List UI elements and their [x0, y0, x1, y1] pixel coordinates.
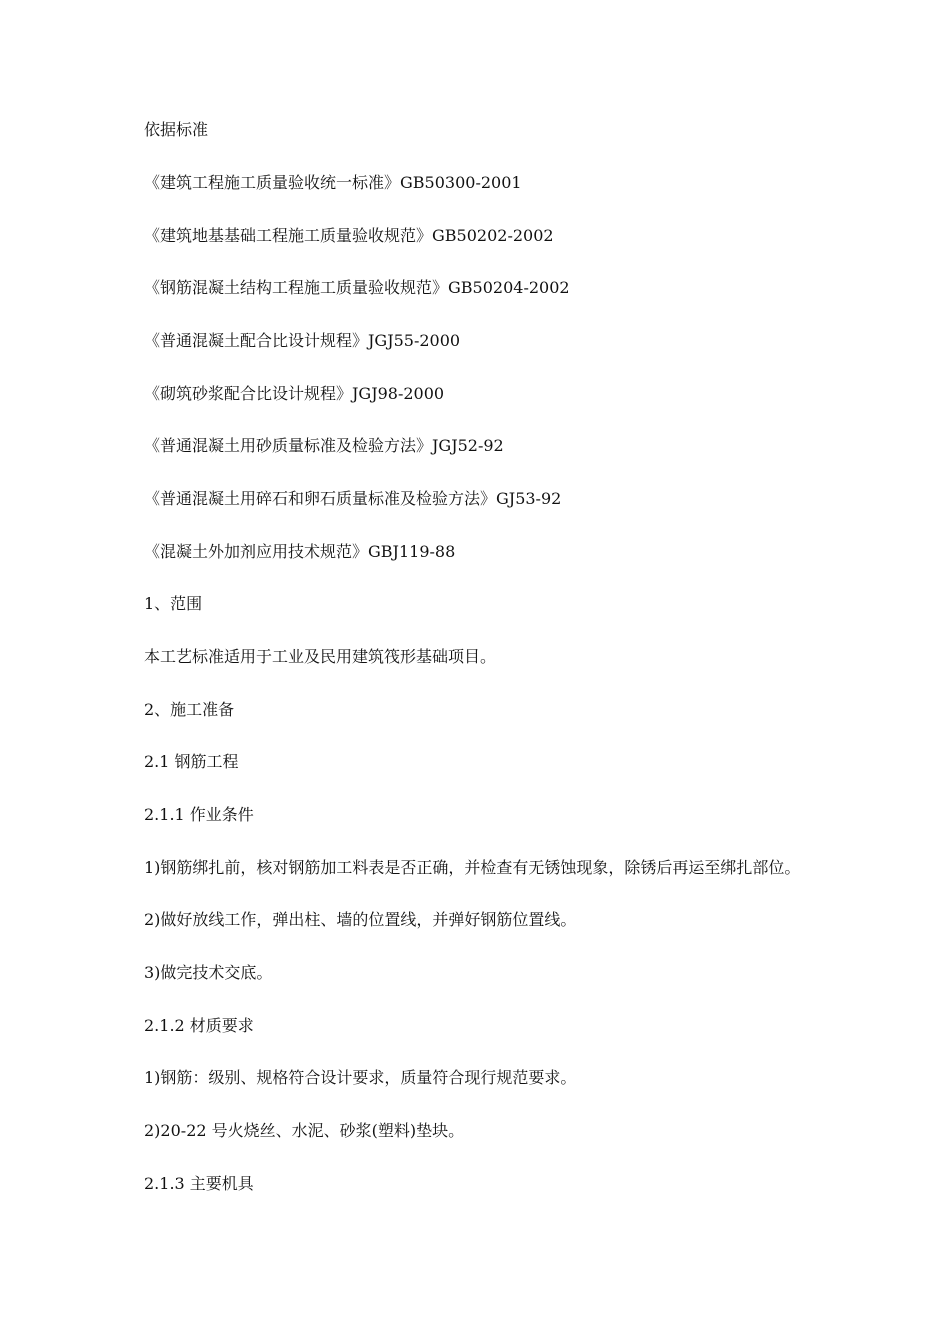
body-paragraph: 本工艺标准适用于工业及民用建筑筏形基础项目。: [144, 647, 497, 666]
standard-item: 《建筑地基基础工程施工质量验收规范》GB50202-2002: [144, 226, 554, 245]
standard-item: 《普通混凝土用砂质量标准及检验方法》JGJ52-92: [144, 436, 504, 455]
heading-basis-standards: 依据标准: [144, 120, 209, 139]
section-heading-preparation: 2、施工准备: [144, 700, 235, 719]
standard-item: 《砌筑砂浆配合比设计规程》JGJ98-2000: [144, 384, 445, 403]
standard-item: 《普通混凝土配合比设计规程》JGJ55-2000: [144, 331, 461, 350]
list-item: 2)20-22 号火烧丝、水泥、砂浆(塑料)垫块。: [144, 1121, 465, 1140]
subsection-heading: 2.1.1 作业条件: [144, 805, 254, 824]
standard-item: 《钢筋混凝土结构工程施工质量验收规范》GB50204-2002: [144, 278, 570, 297]
standard-item: 《普通混凝土用碎石和卵石质量标准及检验方法》GJ53-92: [144, 489, 562, 508]
list-item: 3)做完技术交底。: [144, 963, 273, 982]
subsection-heading: 2.1 钢筋工程: [144, 752, 239, 771]
list-item: 1)钢筋绑扎前，核对钢筋加工料表是否正确，并检查有无锈蚀现象，除锈后再运至绑扎部位。: [144, 858, 801, 877]
standard-item: 《混凝土外加剂应用技术规范》GBJ119-88: [144, 542, 456, 561]
list-item: 2)做好放线工作，弹出柱、墙的位置线，并弹好钢筋位置线。: [144, 910, 577, 929]
section-heading-scope: 1、范围: [144, 594, 203, 613]
standard-item: 《建筑工程施工质量验收统一标准》GB50300-2001: [144, 173, 522, 192]
list-item: 1)钢筋：级别、规格符合设计要求，质量符合现行规范要求。: [144, 1068, 577, 1087]
subsection-heading: 2.1.2 材质要求: [144, 1016, 254, 1035]
subsection-heading: 2.1.3 主要机具: [144, 1174, 254, 1193]
